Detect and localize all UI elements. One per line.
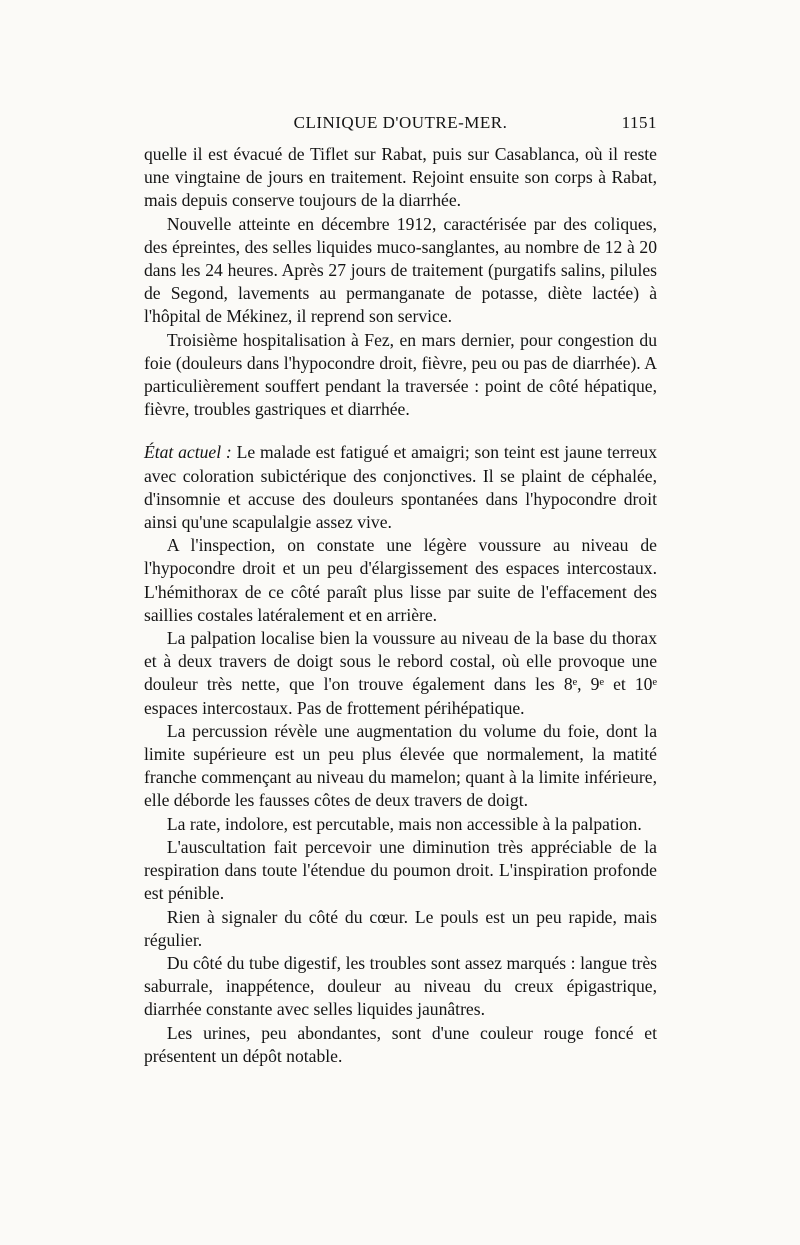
- paragraph-5: A l'inspection, on constate une légère voussure au niveau de l'hypocondre droit et un peu d'élargissement des espaces intercostaux. L'hémithorax de ce côté paraît plus lisse par suite de l'effacement des saillies costales latéralement et en arrière.: [144, 535, 657, 625]
- body-text: [144, 143, 657, 1068]
- paragraph-9: L'auscultation fait percevoir une diminution très appréciable de la respiration dans toute l'étendue du poumon droit. L'inspiration profonde est pénible.: [144, 836, 657, 904]
- section-lead: État actuel :: [144, 442, 232, 463]
- paragraph-11: Du côté du tube digestif, les troubles sont assez marqués : langue très saburrale, inappétence, douleur au niveau du creux épigastrique, diarrhée constante avec selles liquides jaunâtres.: [144, 952, 657, 1020]
- paragraph-10: Rien à signaler du côté du cœur. Le pouls est un peu rapide, mais régulier.: [144, 906, 657, 950]
- page-number: 1151: [621, 113, 657, 132]
- page-header: [144, 113, 657, 137]
- paragraph-7: La percussion révèle une augmentation du volume du foie, dont la limite supérieure est un peu plus élevée que normalement, la matité franche commençant au niveau du mamelon; quant à la limite inférieure, elle déborde les fausses côtes de deux travers de doigt.: [144, 720, 657, 811]
- paragraph-12: Les urines, peu abondantes, sont d'une couleur rouge foncé et présentent un dépôt notable.: [144, 1022, 657, 1066]
- paragraph-6: La palpation localise bien la voussure au niveau de la base du thorax et à deux travers de doigt sous le rebord costal, où elle provoque une douleur très nette, que l'on trouve également dans les 8ᵉ, 9ᵉ et 10ᵉ espaces intercostaux. Pas de frottement périhépatique.: [144, 628, 657, 718]
- paragraph-etat-actuel: [144, 441, 657, 534]
- paragraph-4-text: Le malade est fatigué et amaigri; son teint est jaune terreux avec coloration subictérique des conjonctives. Il se plaint de céphalée, d'insomnie et accuse des douleurs spontanées dans l'hypocondre droit ainsi qu'une scapulalgie assez vive.: [144, 442, 657, 533]
- paragraph-2: Nouvelle atteinte en décembre 1912, caractérisée par des coliques, des épreintes, des selles liquides muco-sanglantes, au nombre de 12 à 20 dans les 24 heures. Après 27 jours de traitement (purgatifs salins, pilules de Segond, lavements au permanganate de potasse, diète lactée) à l'hôpital de Mékinez, il reprend son service.: [144, 213, 657, 327]
- paragraph-3: Troisième hospitalisation à Fez, en mars dernier, pour congestion du foie (douleurs dans l'hypocondre droit, fièvre, peu ou pas de diarrhée). A particulièrement souffert pendant la traversée : point de côté hépatique, fièvre, troubles gastriques et diarrhée.: [144, 329, 657, 420]
- paragraph-8: La rate, indolore, est percutable, mais non accessible à la palpation.: [166, 813, 642, 834]
- paragraph-1: quelle il est évacué de Tiflet sur Rabat, puis sur Casablanca, où il reste une vingtaine de jours en traitement. Rejoint ensuite son corps à Rabat, mais depuis conserve toujours de la diarrhée.: [144, 144, 657, 211]
- running-title: CLINIQUE D'OUTRE-MER.: [293, 113, 508, 132]
